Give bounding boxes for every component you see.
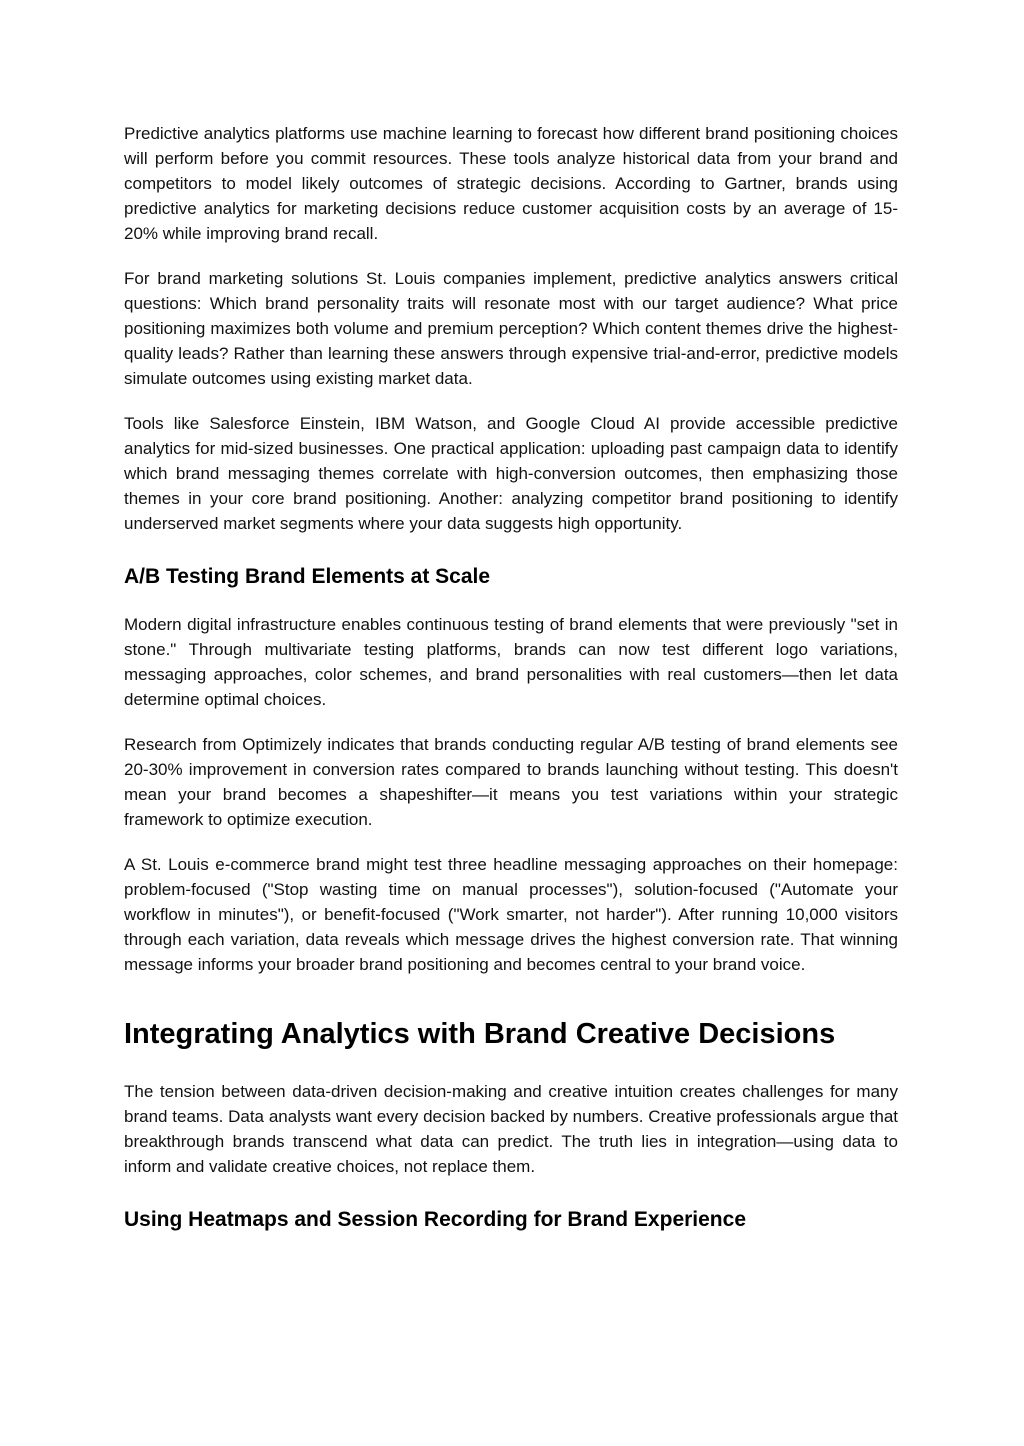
heading-ab-testing: A/B Testing Brand Elements at Scale [124,565,491,588]
paragraph-digital-infrastructure: Modern digital infrastructure enables continuous testing of brand elements that were previously "set in stone." Through multivariate testing platforms, brands can now test different logo variations, messaging approaches, color schemes, and brand personalities with real customers—then let data determine optimal choices. [124,615,898,709]
paragraph-predictive-analytics: Predictive analytics platforms use machine learning to forecast how different brand positioning choices will perform before you commit resources. These tools analyze historical data from your brand and competitors to model likely outcomes of strategic decisions. According to Gartner, brands using predictive analytics for marketing decisions reduce customer acquisition costs by an average of 15-20% while improving brand recall. [124,124,898,243]
document-page [124,121,898,1255]
paragraph-tools: Tools like Salesforce Einstein, IBM Watson, and Google Cloud AI provide accessible predictive analytics for mid-sized businesses. One practical application: uploading past campaign data to identify which brand messaging themes correlate with high-conversion outcomes, then emphasizing those themes in your core brand positioning. Another: analyzing competitor brand positioning to identify underserved market segments where your data suggests high opportunity. [124,414,898,533]
heading-heatmaps: Using Heatmaps and Session Recording for Brand Experience [124,1208,746,1231]
paragraph-optimizely-research: Research from Optimizely indicates that brands conducting regular A/B testing of brand elements see 20-30% improvement in conversion rates compared to brands launching without testing. This doesn't mean your brand becomes a shapeshifter—it means you test variations within your strategic framework to optimize execution. [124,735,898,829]
paragraph-tension: The tension between data-driven decision-making and creative intuition creates challenges for many brand teams. Data analysts want every decision backed by numbers. Creative professionals argue that breakthrough brands transcend what data can predict. The truth lies in integration—using data to inform and validate creative choices, not replace them. [124,1082,898,1176]
heading-integrating-analytics: Integrating Analytics with Brand Creative Decisions [124,1018,836,1050]
paragraph-st-louis-questions: For brand marketing solutions St. Louis companies implement, predictive analytics answers critical questions: Which brand personality traits will resonate most with our target audience? What price positioning maximizes both volume and premium perception? Which content themes drive the highest-quality leads? Rather than learning these answers through expensive trial-and-error, predictive models simulate outcomes using existing market data. [124,269,898,388]
paragraph-ecommerce-example: A St. Louis e-commerce brand might test three headline messaging approaches on their homepage: problem-focused ("Stop wasting time on manual processes"), solution-focused ("Automate your workflow in minutes"), or benefit-focused ("Work smarter, not harder"). After running 10,000 visitors through each variation, data reveals which message drives the highest conversion rate. That winning message informs your broader brand positioning and becomes central to your brand voice. [124,855,898,974]
